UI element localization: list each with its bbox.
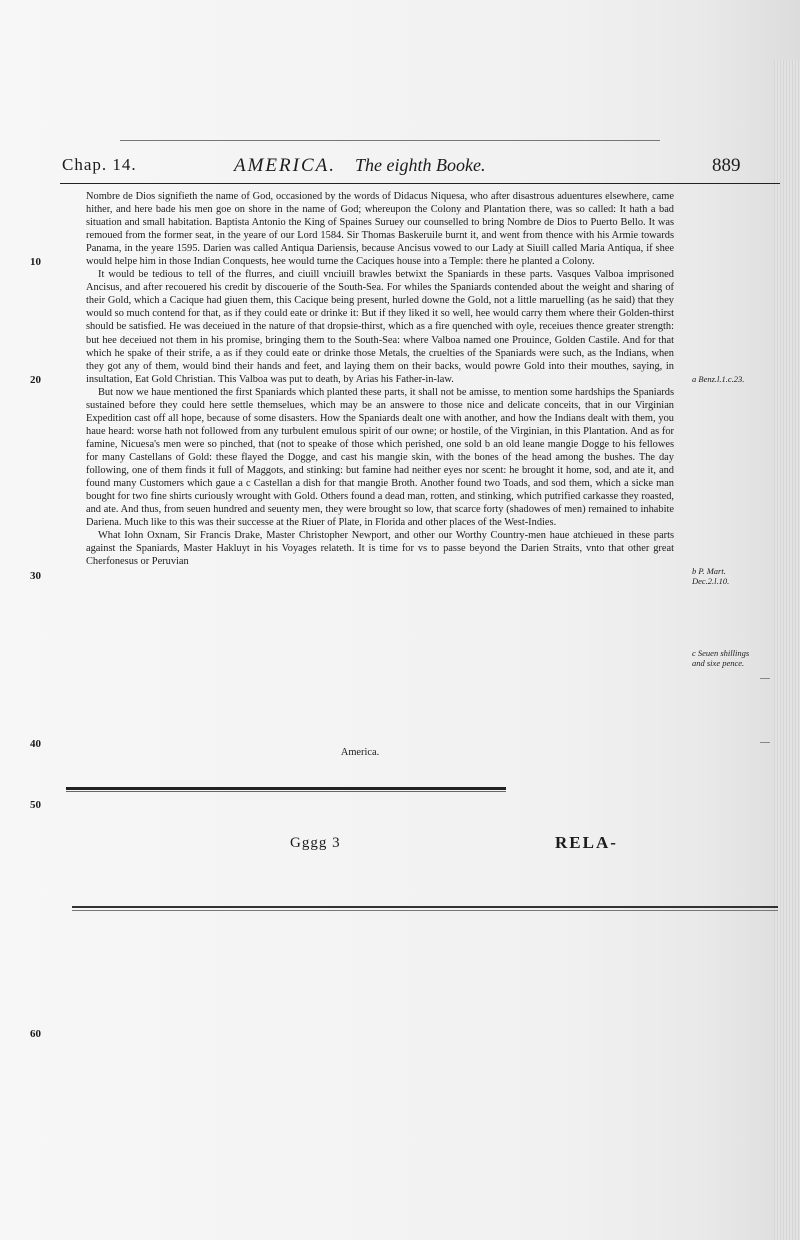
paragraph: Nombre de Dios signifieth the name of God, occasioned by the words of Didacus Niquesa, who after disastrous aduentures elsewhere, came hither, and here bade his men goe on shore in the name of God; whereupon the Colony and Plantation there, was so called: It hath a bad situation and small habitation. Baptista Antonio the King of Spaines Suruey our counselled to bring Nombre de Dios to Puerto Bello. It was remoued from the former seat, in the yeare of our Lord 1584. Sir Thomas Baskeruile burnt it, and went from thence with his Armie towards Panama, in the yeare 1595. Darien was called Antiqua Dariensis, because Ancisus vowed to our Lady at Siuill called Maria Antiqua, if shee would helpe him in those Indian Conquests, hee would turne the Caciques house into a Temple: there he planted a Colony. xyxy=(86,191,674,268)
signature-mark: Gggg 3 xyxy=(290,835,341,851)
chapter-label: Chap. 14. xyxy=(62,155,137,174)
closing-line: America. xyxy=(340,747,380,758)
bottom-rule xyxy=(66,787,506,790)
line-number: 50 xyxy=(30,799,41,811)
margin-note: b P. Mart. Dec.2.l.10. xyxy=(692,566,730,586)
page-fore-edge xyxy=(774,60,800,1240)
bottom-rule-thin xyxy=(66,791,506,792)
margin-note: c Seuen shillings and sixe pence. xyxy=(692,648,750,668)
running-header xyxy=(60,149,780,184)
page-foot-rule xyxy=(72,906,778,908)
margin-note: a Benz.l.1.c.23. xyxy=(692,374,745,384)
page-foot-rule-thin xyxy=(72,910,778,911)
page-number: 889 xyxy=(712,155,741,176)
line-number: 60 xyxy=(30,1028,41,1040)
running-title: AMERICA. xyxy=(234,155,337,176)
paragraph: What Iohn Oxnam, Sir Francis Drake, Master Christopher Newport, and other our Worthy Country-men haue atchieued in these parts against the Spaniards, Master Hakluyt in his Voyages relateth. It is time for vs to passe beyond the Darien Straits, vnto that other great Cherfonesus or Peruvian xyxy=(86,530,674,568)
catchword: RELA- xyxy=(555,833,618,852)
book-label: The eighth Booke. xyxy=(355,155,486,175)
line-number: 40 xyxy=(30,738,41,750)
body-text xyxy=(86,190,674,568)
fold-mark xyxy=(760,678,770,679)
top-rule xyxy=(120,140,660,141)
paragraph: But now we haue mentioned the first Spaniards which planted these parts, it shall not be amisse, to mention some hardships the Spaniards sustained before they could here settle themselues, which may be an answere to those nice and delicate conceits, that in our Virginian Expedition cast off all hope, because of some disasters. How the Spaniards dealt one with another, and how the Indians dealt with them, you haue heard: worse hath not followed from any turbulent emulous spirit of our owne; or hostile, of the Virginian, in this Plantation. And as for famine, Nicuesa's men were so pinched, that (not to speake of those which perished, one sold b an old leane mangie Dogge to his fellowes for many Castellans of Gold: these flayed the Dogge, and cast his mangie skin, with the bones of the head among the bushes. The day following, one of them finds it full of Maggots, and stinking: but famine had neither eyes nor scent: he brought it home, sod, and ate it, and found many Customers which gaue a c Castellan a dish for that mangie Broth. Another found two Toads, and sod them, which a sicke man bought for two fine shirts curiously wrought with Gold. Others found a dead man, rotten, and stinking, which putrified carkasse they roasted, and ate. And thus, from seuen hundred and seuenty men, they were brought so low, that scarce forty (shadowes of men) remained to inhabite Dariena. Much like to this was their successe at the Riuer of Plate, in Florida and other places of the West-Indies. xyxy=(86,386,674,529)
fold-mark xyxy=(760,742,770,743)
line-number: 10 xyxy=(30,256,41,268)
line-number: 20 xyxy=(30,374,41,386)
line-number: 30 xyxy=(30,570,41,582)
paragraph: It would be tedious to tell of the flurres, and ciuill vnciuill brawles betwixt the Spaniards in these parts. Vasques Valboa imprisoned Ancisus, and after recouered his credit by discouerie of the South-Sea. For whiles the Spaniards contended about the weight and sharing of their Gold, which a Cacique had giuen them, this Cacique being present, hurled downe the Gold, not a little maruelling (as he said) that they would so much contend for that, as if they could eate or drinke it: But if they liked it so well, hee would carry them where their Golden-thirst should be satisfied. He was deceiued in the nature of that dropsie-thirst, which as a fire quenched with oyle, receiues thence greater strength: but hee deceiued not them in his promise, bringing them to the South-Sea: where Valboa named one Prouince, Golden Castile. And for that which he spake of their strife, a as if they could eate or drinke those Metals, the cruelties of the Spaniards were such, as the Indians, when they got any of them, would bind their hands and feet, and laying them on their backs, would powre Gold into their mouthes, saying, in insultation, Eat Gold Christian. This Valboa was put to death, by Arias his Father-in-law. xyxy=(86,269,674,385)
